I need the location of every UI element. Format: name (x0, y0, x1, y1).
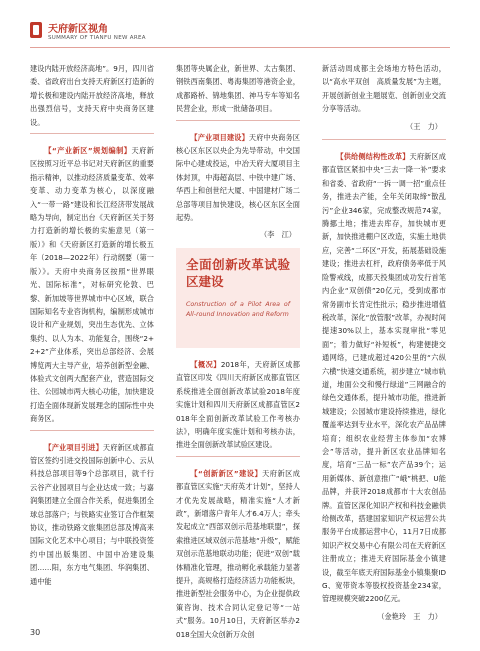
paragraph (176, 131, 300, 225)
divider (176, 120, 300, 121)
column-2 (176, 62, 300, 645)
divider (322, 139, 446, 140)
entry-text: 天府中央商务区核心区东区以央企为先导带动，中交国际中心建成投运，中冶天府大厦项目主体封顶，中海超高层、中铁中建广场、华西上和创世纪大厦、中国建材广场二总部等项目加快建设，核心区东区全面起势。 (176, 132, 300, 223)
section-title: 全面创新改革试验区建设 (186, 256, 290, 289)
divider (176, 456, 300, 457)
entry-tag: 【“产业新区”规划编制】 (44, 146, 132, 156)
paragraph (30, 441, 154, 588)
yearbook-logo-icon (30, 22, 42, 38)
entry-text: 天府新区成都直管区实施“天府英才计划”，坚持人才优先发展战略，精准实施“人才新政”，新增落户青年人才6.4万人；牵头发起成立“西部双创示范基地联盟”，探索推进区域双创示范基地“升级”，赋能双创示范基地联动功能；促进“双创”载体精准化管理，推动孵化承载能力显著提升，高规格打造经济活力功能板块，推进新型社会服务中心，为企业提供政策咨询、技术合同认定登记等“一站式”服务。10月10日，天府新区举办2018全国大众创新万众创 (176, 468, 300, 639)
entry-tag: 【“创新新区”建设】 (190, 468, 263, 478)
paragraph: 新活动周成都主会场地方特色活动，以“高水平双创 高质量发展”为主题，开展创新创业主题展览、创新创业交流分享等活动。 (322, 64, 446, 114)
entry-text: 天府新区成都直管区紧扣中央“三去一降一补”要求和省委、省政府“一拆一调一招”重点任务，推进去产能，全年关闭取缔“散乱污”企业346家，完成整改规范74家，腾挪土地；推进去库存，加快城市更新，加快推进棚户区改造，实施土地供应，完善“二环区”开发，拓展基础设施建设；推进去杠杆，政府债务率低于风险警戒线，成都天投集团成功发行首笔内企业“双创债”20亿元，受到成都市常务副市长肯定性批示；稳步推进增值税改革，深化“放管服”改革，办视时间提速30%以上，基本实现审批“零见面”；着力做好“补短板”，构建便捷交通网络，已建成超过420公里的“六纵六横”快速交通系统，初步建立“城市轨道，地面公交和慢行绿道”三网融合的绿色交通体系，提升城市功能，推进新城建设；公园城市建设持续推进，绿化覆盖率达到专业水平，深化农产品品牌培育；组织农业经营主体参加“农博会”等活动，提升新区农业品牌知名度，培育“三品一标”农产品39个；运用新媒体、新创意推广“峨”桃把、U能品牌，并获评2018成都市十大农创品牌。直管区深化知识产权和科技金融供给侧改革，搭建国家知识产权运营公共服务平台成都运营中心，11月7日成都知识产权交易中心有限公司在天府新区注册成立；推进天府国际基金小镇建设，截至年底天府国际基金小镇集聚IDG、宽带资本等股权投资基金234家，管理规模突破2200亿元。 (322, 152, 446, 604)
entry-tag: 【概况】 (190, 359, 221, 369)
paragraph (30, 144, 154, 426)
header-rule (30, 47, 450, 48)
paragraph: 建设内陆开放经济高地”。9月，四川省委、省政府出台支持天府新区打造新的增长极和建设内陆开放经济高地，释放出强烈信号，支持天府中央商务区建设。 (30, 64, 154, 127)
paragraph (322, 150, 446, 606)
section-heading-box (176, 248, 300, 348)
entry-tag: 【产业项目建设】 (190, 132, 249, 142)
divider (30, 133, 154, 134)
entry-text: 天府新区按照习近平总书记对天府新区的重要指示精神，以推动经济质量变革、效率变革、动力变革为核心，以深度融入“一带一路”建设和长江经济带发展战略为导向，制定出台《天府新区关于努力打造新的增长极的实施意见（第一版）》和《天府新区打造新的增长极五年（2018—2022年）行动纲要（第一版）》。天府中央商务区按照“世界眼光、国际标准”，对标研究伦敦、巴黎、新加坡等世界城市中心区域，联合国际知名专业咨询机构，编制形成城市设计和产业规划，突出生态优先、立体集约、以人为本、功能复合，围绕“2+2+2”产业体系，突出总部经济、会展博览两大主导产业，培养创新型金融、体验式文创两大配套产业，营造国际交往、公园城市两大核心功能，加快建设打造全面体现新发展理念的国际性中央商务区。 (30, 146, 154, 424)
author-signature: （王 力） (406, 121, 442, 131)
entry-text: 2018年，天府新区成都直管区印发《四川天府新区成都直管区系统推进全面创新改革试验2018年度实施计划和四川天府新区成都直管区2018年全面创新改革试验工作考核办法》，明确年度实施计划和考核办法，推进全面创新改革试验区建设。 (176, 359, 300, 450)
column-1 (30, 62, 154, 592)
header-title: 天府新区视角 (48, 24, 108, 35)
paragraph (176, 358, 300, 452)
author-signature: （金艳玲 王 力） (377, 611, 442, 621)
author-signature: （李 江） (260, 230, 296, 240)
page-number: 30 (30, 628, 41, 637)
header-subtitle: SUMMARY OF TIANFU NEW AREA (48, 35, 146, 41)
section-title-english: Construction of a Pilot Area of All-round Innovation and Reform (186, 300, 290, 318)
entry-tag: 【供给侧结构性改革】 (336, 152, 410, 162)
column-3 (322, 62, 446, 629)
entry-tag: 【产业项目引进】 (44, 442, 103, 452)
paragraph (176, 467, 300, 641)
paragraph: 集团等央属企业，新世界、太古集团、钢铁西南集团、粤海集团等港资企业，成都路桥、锦地集团、神马专车等知名民营企业，形成一批储备项目。 (176, 64, 300, 114)
entry-text: 天府新区成都直管区签约引进交投国际创新中心、云从科技总部项目等9个总部项目，就千行云谷产业园项目与企业达成一致；与嘉润集团建立全面合作关系，促进集团全球总部落户；与铁路实业签订合作框架协议，推动铁路文旅集团总部及博高来国际文化艺术中心项目；与中联投资签约中国出版集团、中国中冶建设集团……阳，东方电气集团、华润集团、通中能 (30, 442, 154, 586)
page-header (30, 14, 450, 54)
divider (30, 430, 154, 431)
